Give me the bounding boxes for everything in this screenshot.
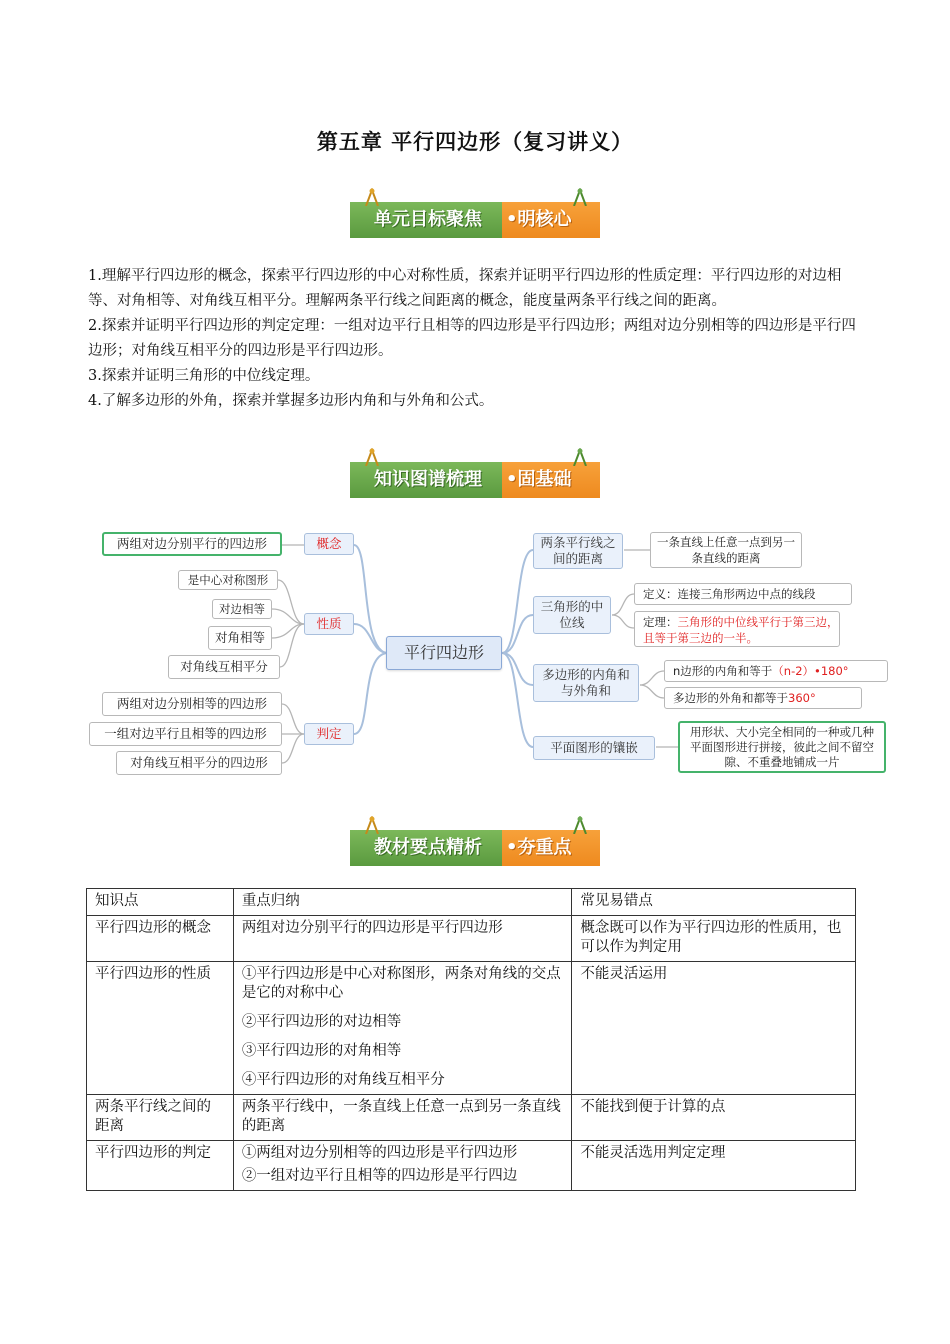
property-node[interactable]: 性质 (304, 613, 354, 635)
midline-theorem (634, 611, 840, 647)
point-text: ④平行四边形的对角线互相平分 (241, 1072, 445, 1088)
banner-left-text: 教材要点精析 (374, 837, 482, 858)
judge-item: 对角线互相平分的四边形 (116, 751, 282, 775)
objective-item: 2.探索并证明平行四边形的判定定理：一组对边平行且相等的四边形是平行四边形；两组对边分别相等的四边形是平行四边形；对角线互相平分的四边形是平行四边形。 (88, 318, 856, 359)
page-title: 第五章 平行四边形（复习讲义） (316, 130, 634, 154)
mistake-cell: 不能灵活选用判定定理 (572, 1141, 856, 1191)
property-item: 是中心对称图形 (178, 570, 278, 590)
objective-item: 3.探索并证明三角形的中位线定理。 (88, 368, 320, 384)
points-cell (233, 1095, 572, 1141)
objectives (88, 264, 868, 414)
point-text: 两组对边分别平行的四边形是平行四边形 (241, 920, 503, 936)
point-text: ②一组对边平行且相等的四边形是平行四边 (241, 1168, 518, 1184)
property-item: 对角线互相平分 (168, 655, 280, 679)
banner-right-text: •固基础 (506, 469, 572, 490)
mistake-cell: 不能灵活运用 (572, 962, 856, 1095)
banner-key-points (350, 830, 600, 866)
distance-detail: 一条直线上任意一点到另一条直线的距离 (650, 532, 802, 568)
points-cell (233, 916, 572, 962)
inner-formula: （n-2）•180° (772, 664, 849, 678)
point-text: 两条平行线中，一条直线上任意一点到另一条直线的距离 (241, 1099, 561, 1134)
mistake-cell: 概念既可以作为平行四边形的性质用，也可以作为判定用 (572, 916, 856, 962)
banner-right-text: •夯重点 (506, 837, 572, 858)
mindmap-center[interactable]: 平行四边形 (386, 636, 502, 670)
table-header-row (87, 889, 856, 916)
table-row (87, 1141, 856, 1191)
polygon-node[interactable]: 多边形的内角和与外角和 (533, 664, 639, 702)
objective-item: 1.理解平行四边形的概念，探索平行四边形的中心对称性质，探索并证明平行四边形的性质定理：平行四边形的对边相等、对角相等、对角线互相平分。理解两条平行线之间距离的概念，能度量两条平行线之间的距离。 (88, 268, 842, 309)
tiling-node[interactable]: 平面图形的镶嵌 (533, 736, 655, 760)
header-cell: 常见易错点 (572, 889, 856, 916)
topic-cell: 两条平行线之间的距离 (87, 1095, 234, 1141)
points-cell (233, 962, 572, 1095)
topic-cell: 平行四边形的概念 (87, 916, 234, 962)
outer-value: 360° (788, 691, 816, 705)
mistake-cell: 不能找到便于计算的点 (572, 1095, 856, 1141)
banner-left-text: 单元目标聚焦 (374, 209, 482, 230)
banner-left-text: 知识图谱梳理 (374, 469, 482, 490)
concept-node[interactable]: 概念 (304, 533, 354, 555)
table-row (87, 1095, 856, 1141)
property-item: 对边相等 (212, 599, 272, 619)
point-text: ③平行四边形的对角相等 (241, 1043, 402, 1059)
judge-node[interactable]: 判定 (304, 723, 354, 745)
banner-right-text: •明核心 (506, 209, 572, 230)
clip-icon (570, 816, 590, 834)
theorem-prefix: 定理： (643, 615, 678, 629)
midline-definition: 定义：连接三角形两边中点的线段 (634, 583, 852, 605)
midline-node[interactable]: 三角形的中位线 (533, 596, 611, 634)
polygon-outer-sum (664, 687, 862, 709)
topic-cell: 平行四边形的判定 (87, 1141, 234, 1191)
banner-unit-goals (350, 202, 600, 238)
tiling-detail: 用形状、大小完全相同的一种或几种平面图形进行拼接，彼此之间不留空隙、不重叠地铺成一片 (678, 721, 886, 773)
judge-item: 两组对边分别相等的四边形 (102, 692, 282, 716)
polygon-inner-sum (664, 660, 888, 682)
banner-knowledge-map (350, 462, 600, 498)
table-row (87, 962, 856, 1095)
property-item: 对角相等 (208, 626, 272, 650)
table-row (87, 916, 856, 962)
concept-item: 两组对边分别平行的四边形 (102, 532, 282, 556)
header-cell: 知识点 (87, 889, 234, 916)
objective-item: 4.了解多边形的外角，探索并掌握多边形内角和与外角和公式。 (88, 393, 494, 409)
clip-icon (570, 188, 590, 206)
point-text: ①两组对边分别相等的四边形是平行四边形 (241, 1145, 518, 1161)
points-cell (233, 1141, 572, 1191)
point-text: ①平行四边形是中心对称图形，两条对角线的交点是它的对称中心 (241, 966, 561, 1001)
inner-prefix: n边形的内角和等于 (673, 664, 773, 678)
distance-node[interactable]: 两条平行线之间的距离 (533, 533, 623, 569)
topic-cell: 平行四边形的性质 (87, 962, 234, 1095)
key-points-table (86, 888, 856, 1191)
header-cell: 重点归纳 (233, 889, 572, 916)
judge-item: 一组对边平行且相等的四边形 (89, 722, 282, 746)
outer-prefix: 多边形的外角和都等于 (673, 691, 788, 705)
point-text: ②平行四边形的对边相等 (241, 1014, 402, 1030)
theorem-text: 三角形的中位线平行于第三边，且等于第三边的一半。 (643, 615, 839, 645)
clip-icon (570, 448, 590, 466)
